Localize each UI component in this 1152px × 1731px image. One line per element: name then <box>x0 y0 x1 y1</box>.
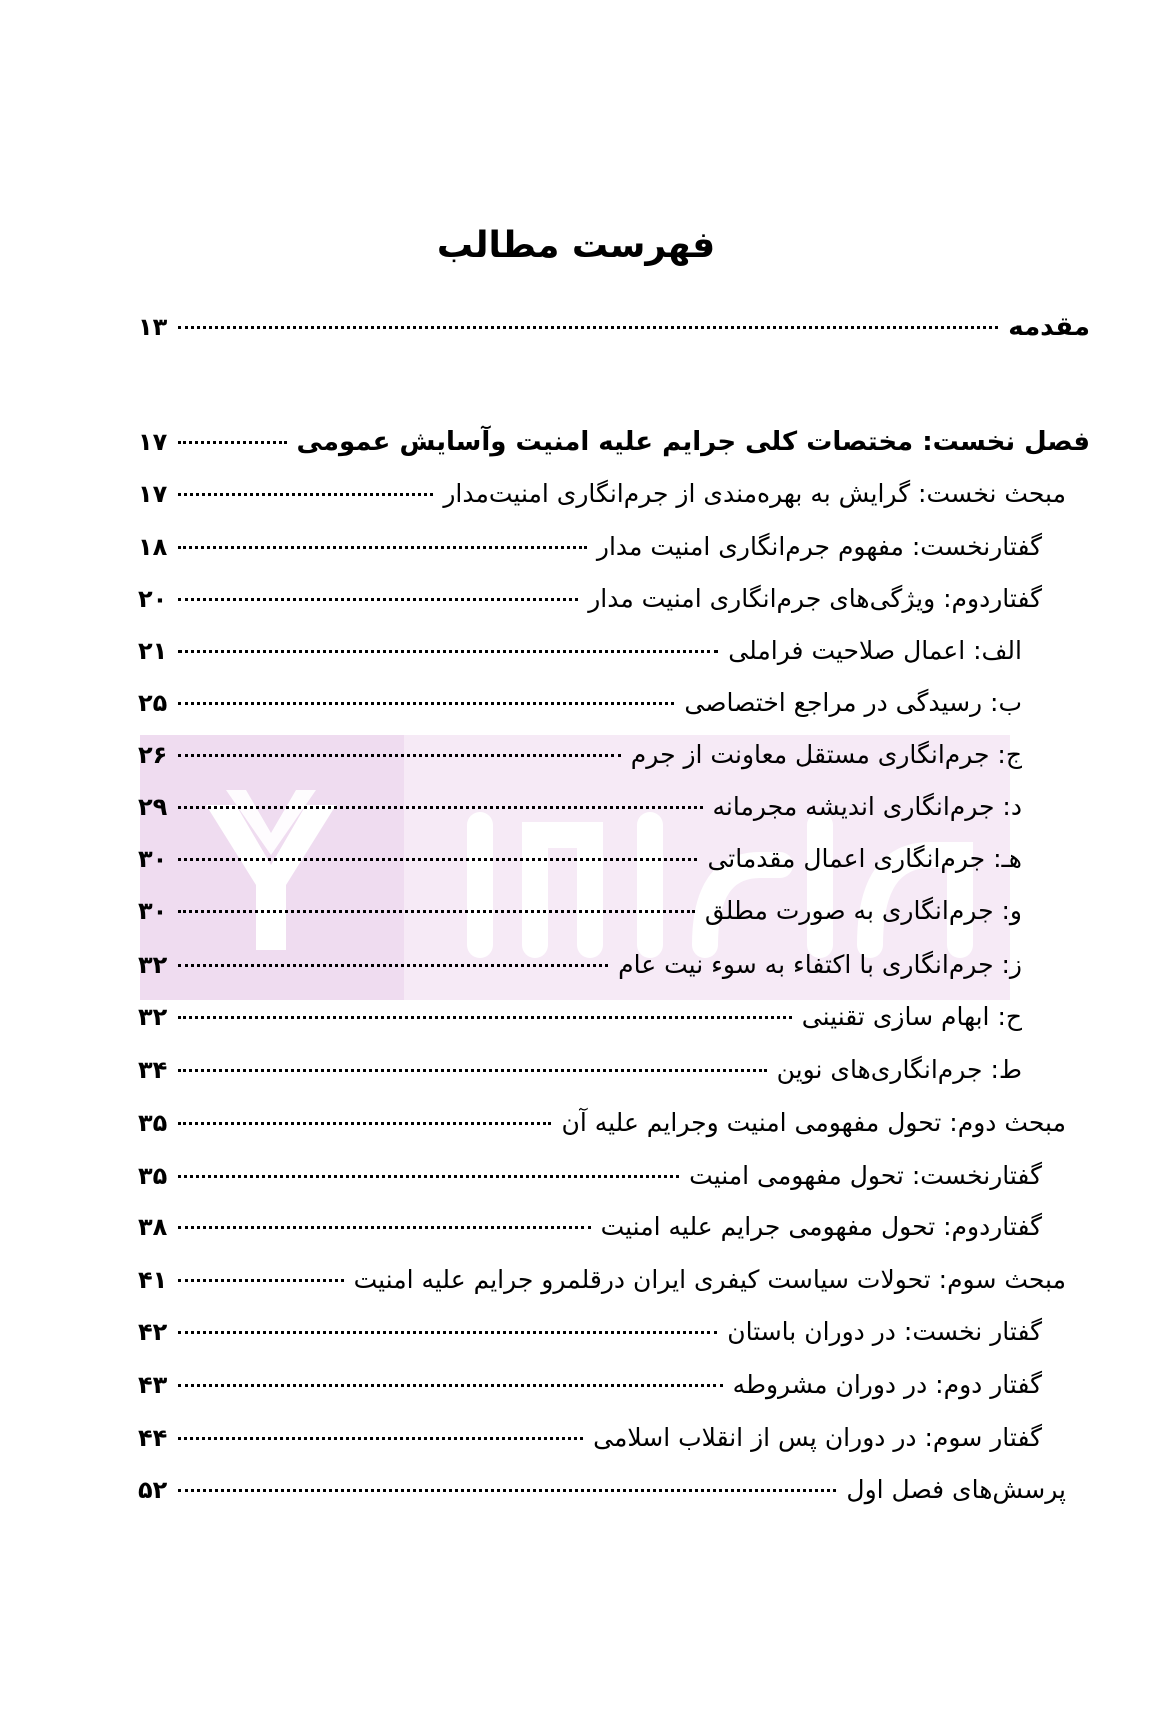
toc-entry-page-number: ۴۴ <box>138 1424 168 1452</box>
toc-dot-leader <box>178 1489 836 1492</box>
toc-entry-page-number: ۲۶ <box>138 741 168 769</box>
toc-dot-leader <box>178 964 608 967</box>
toc-dot-leader <box>178 1175 679 1178</box>
toc-entry-page-number: ۱۷ <box>138 428 168 456</box>
toc-entry-label: مقدمه <box>1008 312 1090 342</box>
toc-entry <box>138 427 1090 467</box>
toc-entry <box>138 844 1022 884</box>
page-title: فهرست مطالب <box>436 225 716 266</box>
toc-dot-leader <box>178 1016 792 1019</box>
toc-entry <box>138 1212 1042 1252</box>
toc-entry-label: هـ: جرم‌انگاری اعمال مقدماتی <box>707 844 1022 873</box>
toc-entry-page-number: ۲۵ <box>138 689 168 717</box>
toc-entry <box>138 584 1042 624</box>
toc-dot-leader <box>178 910 695 913</box>
toc-dot-leader <box>178 1279 344 1282</box>
toc-entry-page-number: ۳۵ <box>138 1162 168 1190</box>
toc-dot-leader <box>178 1122 551 1125</box>
toc-dot-leader <box>178 326 998 329</box>
toc-entry-label: گفتار دوم: در دوران مشروطه <box>732 1370 1042 1399</box>
toc-entry <box>138 950 1022 990</box>
toc-entry-label: پرسش‌های فصل اول <box>846 1475 1066 1504</box>
toc-entry-page-number: ۱۸ <box>138 533 168 561</box>
toc-entry-label: مبحث سوم: تحولات سیاست کیفری ایران درقلمرو جرایم علیه امنیت <box>353 1265 1066 1294</box>
toc-entry-label: گفتار نخست: در دوران باستان <box>727 1317 1042 1346</box>
toc-entry-label: ط: جرم‌انگاری‌های نوین <box>776 1055 1022 1084</box>
toc-entry <box>138 479 1066 519</box>
toc-entry-label: ز: جرم‌انگاری با اکتفاء به سوء نیت عام <box>618 950 1022 979</box>
toc-entry-label: گفتارنخست: مفهوم جرم‌انگاری امنیت مدار <box>596 532 1042 561</box>
toc-dot-leader <box>178 493 433 496</box>
toc-dot-leader <box>178 1331 717 1334</box>
toc-entry-label: گفتاردوم: ویژگی‌های جرم‌انگاری امنیت مدار <box>588 584 1042 613</box>
toc-entry <box>138 1265 1066 1305</box>
toc-entry-page-number: ۴۱ <box>138 1266 168 1294</box>
toc-entry-label: ح: ابهام سازی تقنینی <box>801 1002 1022 1031</box>
toc-entry <box>138 1161 1042 1201</box>
toc-entry-page-number: ۳۰ <box>138 845 168 873</box>
toc-entry-page-number: ۳۸ <box>138 1213 168 1241</box>
toc-entry-label: مبحث نخست: گرایش به بهره‌مندی از جرم‌انگاری امنیت‌مدار <box>443 479 1066 508</box>
toc-entry <box>138 532 1042 572</box>
toc-dot-leader <box>178 441 287 444</box>
toc-dot-leader <box>178 1437 583 1440</box>
toc-entry <box>138 792 1022 832</box>
toc-entry-label: الف: اعمال صلاحیت فراملی <box>728 636 1022 665</box>
toc-entry <box>138 1055 1022 1095</box>
toc-entry-page-number: ۲۹ <box>138 793 168 821</box>
toc-entry <box>138 312 1090 352</box>
toc-entry-page-number: ۳۵ <box>138 1109 168 1137</box>
toc-entry-label: گفتار سوم: در دوران پس از انقلاب اسلامی <box>593 1423 1042 1452</box>
toc-entry-page-number: ۳۴ <box>138 1056 168 1084</box>
toc-entry-page-number: ۳۰ <box>138 897 168 925</box>
toc-entry-page-number: ۳۲ <box>138 1003 168 1031</box>
toc-entry-label: ب: رسیدگی در مراجع اختصاصی <box>684 688 1022 717</box>
toc-dot-leader <box>178 1384 723 1387</box>
toc-entry <box>138 688 1022 728</box>
toc-entry <box>138 1108 1066 1148</box>
toc-dot-leader <box>178 598 578 601</box>
toc-entry-label: گفتارنخست: تحول مفهومی امنیت <box>689 1161 1042 1190</box>
toc-entry <box>138 740 1022 780</box>
toc-entry-label: گفتاردوم: تحول مفهومی جرایم علیه امنیت <box>600 1212 1042 1241</box>
toc-entry-page-number: ۲۰ <box>138 585 168 613</box>
toc-entry-label: مبحث دوم: تحول مفهومی امنیت وجرایم علیه آن <box>561 1108 1066 1137</box>
toc-entry <box>138 896 1022 936</box>
toc-entry <box>138 1475 1066 1515</box>
toc-entry-page-number: ۱۳ <box>138 313 168 341</box>
toc-entry-page-number: ۴۲ <box>138 1318 168 1346</box>
toc-dot-leader <box>178 858 697 861</box>
toc-entry <box>138 1423 1042 1463</box>
toc-entry-label: د: جرم‌انگاری اندیشه مجرمانه <box>712 792 1022 821</box>
toc-entry-page-number: ۵۲ <box>138 1476 168 1504</box>
toc-entry-page-number: ۳۲ <box>138 951 168 979</box>
toc-entry-page-number: ۴۳ <box>138 1371 168 1399</box>
toc-entry <box>138 1370 1042 1410</box>
toc-entry-label: ج: جرم‌انگاری مستقل معاونت از جرم <box>630 740 1022 769</box>
toc-dot-leader <box>178 806 703 809</box>
toc-entry-label: فصل نخست: مختصات کلی جرایم علیه امنیت وآسایش عمومی <box>296 427 1090 457</box>
toc-dot-leader <box>178 754 621 757</box>
toc-entry <box>138 1317 1042 1357</box>
toc-dot-leader <box>178 650 718 653</box>
toc-entry-page-number: ۱۷ <box>138 480 168 508</box>
toc-entry-label: و: جرم‌انگاری به صورت مطلق <box>704 896 1022 925</box>
toc-entry-page-number: ۲۱ <box>138 637 168 665</box>
toc-dot-leader <box>178 1226 591 1229</box>
toc-entry <box>138 636 1022 676</box>
toc-dot-leader <box>178 702 674 705</box>
toc-entry <box>138 1002 1022 1042</box>
toc-dot-leader <box>178 546 587 549</box>
toc-dot-leader <box>178 1069 767 1072</box>
